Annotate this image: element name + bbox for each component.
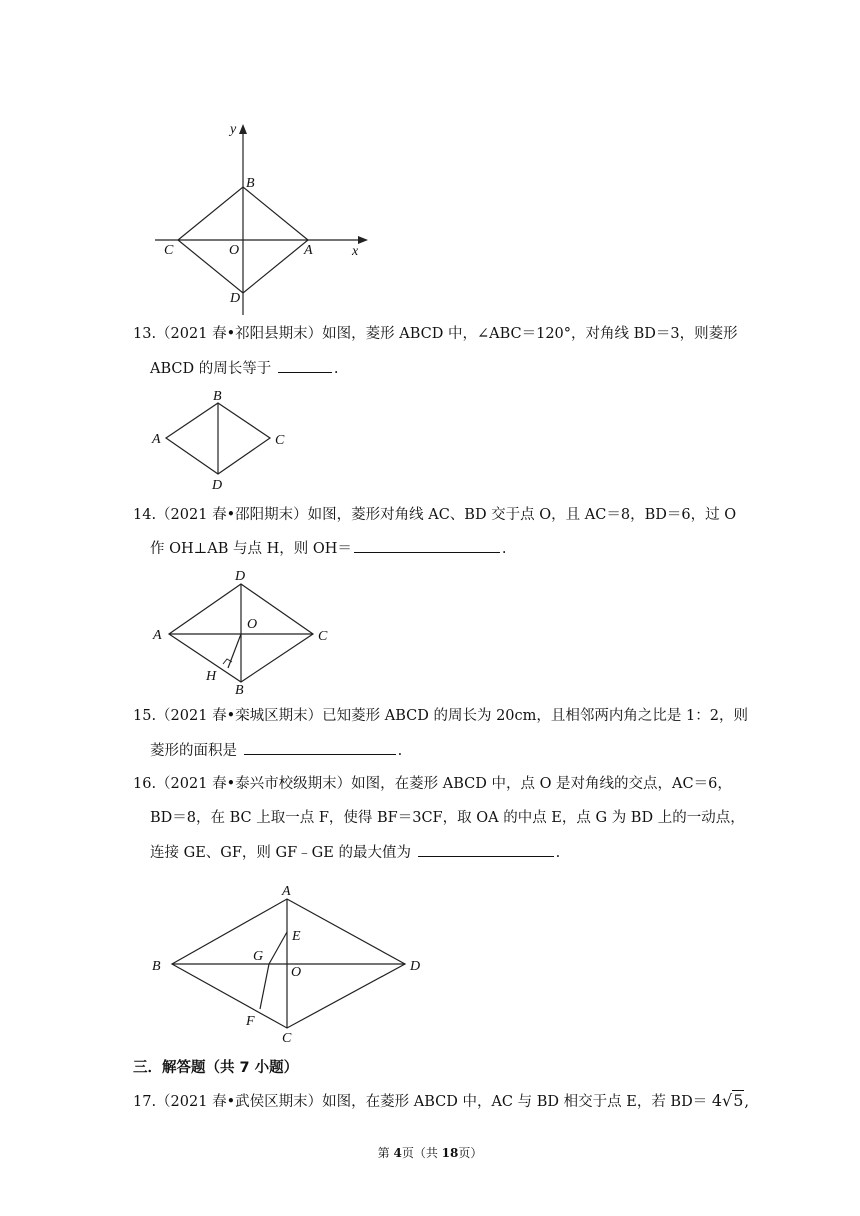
q13-line2 (150, 357, 338, 380)
q15-answer-blank[interactable] (244, 739, 396, 755)
footer-total-pages: 18 (441, 1146, 459, 1160)
q16-label-a: A (282, 884, 291, 899)
footer-mid: 页（共 (401, 1146, 442, 1160)
figure-coordinate-rhombus (150, 115, 380, 320)
coordinate-rhombus-svg (150, 115, 380, 320)
q14-label-a: A (153, 628, 162, 643)
q16-label-f: F (246, 1014, 255, 1029)
q15-line2-end: . (397, 743, 403, 759)
x-axis-arrow (358, 236, 368, 244)
label-x: x (352, 244, 359, 259)
figure-q16-rhombus (145, 880, 435, 1045)
footer-pre: 第 (377, 1146, 394, 1160)
q15-line2-text: 菱形的面积是 (150, 743, 237, 759)
q13-label-b: B (213, 389, 222, 404)
q16-line2: BD＝8，在 BC 上取一点 F，使得 BF＝3CF，取 OA 的中点 E，点 G 为 BD 上的一动点， (150, 810, 745, 826)
q17-radicand: 5 (733, 1091, 744, 1110)
section-heading: 三．解答题（共 7 小题） (133, 1060, 299, 1076)
q13-answer-blank[interactable] (278, 357, 332, 373)
q16-label-c: C (282, 1031, 292, 1045)
q13-line1: 13.（2021 春•祁阳县期末）如图，菱形 ABCD 中，∠ABC＝120°，对角线 BD＝3，则菱形 (133, 326, 738, 342)
q17-sqrt-expression: 4√5 (711, 1091, 744, 1110)
q13-line2-end: . (333, 361, 339, 377)
q14-label-c: C (318, 629, 328, 644)
q14-segment-oh (228, 634, 241, 668)
y-axis-arrow (239, 124, 247, 134)
q16-line1: 16.（2021 春•泰兴市校级期末）如图，在菱形 ABCD 中，点 O 是对角线的交点，AC＝6， (133, 776, 732, 792)
figure-q14-rhombus (148, 568, 338, 698)
q16-line3-end: . (555, 845, 561, 861)
q13-line2-text: ABCD 的周长等于 (150, 361, 272, 377)
q16-label-d: D (410, 959, 421, 974)
q14-label-d: D (235, 569, 246, 584)
q17-line1 (133, 1090, 749, 1113)
q14-line2-text: 作 OH⊥AB 与点 H，则 OH＝ (150, 541, 352, 557)
footer-page-number: 4 (393, 1146, 402, 1160)
footer-post: 页） (458, 1146, 483, 1160)
label-o: O (229, 243, 240, 258)
label-b: B (246, 176, 255, 191)
q16-label-e: E (292, 929, 301, 944)
label-c: C (164, 243, 174, 258)
q16-segment-gf (260, 964, 269, 1009)
q17-end: , (744, 1094, 750, 1110)
q14-rhombus-svg (148, 568, 338, 698)
q14-label-h: H (206, 669, 217, 684)
q17-coef: 4 (711, 1091, 723, 1110)
q13-label-d: D (212, 478, 223, 493)
q16-line3-text: 连接 GE、GF，则 GF﹣GE 的最大值为 (150, 845, 411, 861)
q15-line1: 15.（2021 春•栾城区期末）已知菱形 ABCD 的周长为 20cm，且相邻两内角之比是 1：2，则 (133, 708, 748, 724)
q16-label-o: O (291, 965, 302, 980)
q17-line1-text: 17.（2021 春•武侯区期末）如图，在菱形 ABCD 中，AC 与 BD 相交于点 E，若 BD＝ (133, 1094, 708, 1110)
label-d: D (230, 291, 241, 306)
q16-segment-ge (269, 932, 287, 964)
q14-line2-end: . (501, 541, 507, 557)
label-y: y (230, 122, 237, 137)
figure-q13-rhombus (148, 388, 288, 496)
q16-answer-blank[interactable] (418, 841, 554, 857)
q15-line2 (150, 739, 402, 762)
q14-line2 (150, 537, 507, 560)
q14-label-o: O (247, 617, 258, 632)
q14-label-b: B (235, 683, 244, 698)
q16-rhombus-svg (145, 880, 435, 1045)
q13-label-a: A (152, 432, 161, 447)
q16-label-g: G (253, 949, 264, 964)
q13-label-c: C (275, 433, 285, 448)
page-footer (0, 1144, 860, 1161)
q14-answer-blank[interactable] (354, 537, 500, 553)
label-a: A (304, 243, 313, 258)
q14-line1: 14.（2021 春•邵阳期末）如图，菱形对角线 AC、BD 交于点 O，且 AC＝8，BD＝6，过 O (133, 507, 737, 523)
q13-rhombus-svg (148, 388, 288, 496)
q16-line3 (150, 841, 560, 864)
q16-label-b: B (152, 959, 161, 974)
